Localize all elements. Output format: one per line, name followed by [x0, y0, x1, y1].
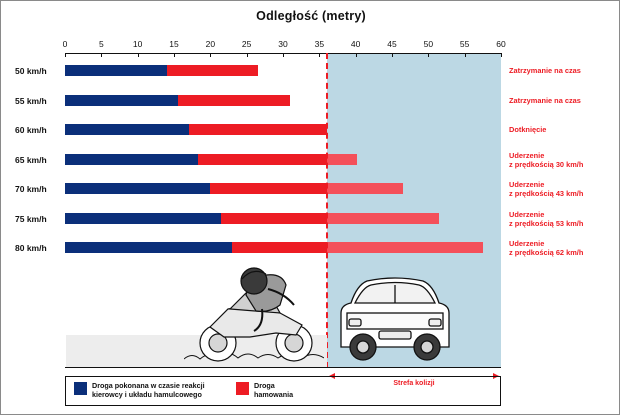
bar-reaction-distance: [65, 242, 232, 253]
annotation-line: Dotknięcie: [509, 125, 547, 134]
legend-label-reaction: [92, 382, 205, 399]
x-tick: [65, 53, 66, 57]
bar-reaction-distance: [65, 95, 178, 106]
x-tick-label: 40: [350, 39, 361, 49]
annotation-label: [509, 239, 583, 257]
legend-swatch-braking: [236, 382, 249, 395]
x-tick: [247, 53, 248, 57]
bar-braking-distance: [210, 183, 326, 194]
collision-threshold-line: [326, 53, 328, 368]
bar-braking-distance: [178, 95, 291, 106]
x-tick: [392, 53, 393, 57]
legend-label-reaction-line2: kierowcy i układu hamulcowego: [92, 389, 202, 399]
bar-impact-overrun: [327, 154, 358, 165]
bar-impact-overrun: [327, 242, 483, 253]
x-tick-label: 45: [387, 39, 397, 49]
annotation-line: z prędkością 53 km/h: [509, 218, 584, 228]
x-tick-label: 50: [423, 39, 434, 49]
annotation-label: [509, 125, 546, 134]
annotation-label: [509, 151, 583, 169]
annotation-line: Zatrzymanie na czas: [509, 95, 581, 105]
x-tick: [501, 53, 502, 57]
x-tick-label: 15: [169, 39, 179, 49]
x-tick: [319, 53, 320, 57]
x-tick: [210, 53, 211, 57]
annotation-line: Uderzenie: [509, 239, 545, 248]
annotation-line: z prędkością 62 km/h: [509, 248, 584, 257]
category-label: 80 km/h: [15, 243, 47, 253]
category-label: 65 km/h: [15, 154, 47, 165]
legend-label-braking-line1: Droga: [254, 381, 275, 390]
category-label: 70 km/h: [15, 184, 47, 194]
legend-swatch-reaction: [74, 382, 87, 395]
annotation-label: [509, 180, 583, 198]
category-label: 55 km/h: [15, 95, 47, 106]
bar-braking-distance: [232, 242, 326, 253]
bar-reaction-distance: [65, 124, 189, 135]
collision-zone-label: Strefa kolizji: [393, 380, 435, 387]
x-tick-label: 60: [496, 39, 506, 49]
x-tick: [428, 53, 429, 57]
legend: [65, 376, 501, 406]
legend-item-reaction: [74, 382, 205, 399]
annotation-line: Uderzenie: [509, 180, 545, 189]
annotation-label: [509, 66, 581, 75]
x-tick-label: 10: [132, 39, 143, 49]
bar-reaction-distance: [65, 183, 210, 194]
annotation-label: [509, 96, 581, 105]
annotation-line: z prędkością 30 km/h: [509, 159, 584, 169]
bar-braking-distance: [189, 124, 327, 135]
x-tick: [138, 53, 139, 57]
bar-reaction-distance: [65, 213, 221, 224]
annotation-line: z prędkością 43 km/h: [509, 189, 584, 198]
chart-title: Odległość (metry): [256, 9, 366, 23]
legend-label-braking: [254, 382, 293, 399]
x-tick: [465, 53, 466, 57]
bar-impact-overrun: [327, 213, 440, 224]
category-label: 50 km/h: [15, 66, 47, 76]
car-illustration: [333, 269, 457, 369]
x-tick: [101, 53, 102, 57]
x-tick-label: 30: [278, 39, 288, 49]
ground-line: [65, 367, 501, 368]
x-tick-label: 20: [205, 39, 216, 49]
bar-reaction-distance: [65, 154, 198, 165]
motorcycle-illustration: [184, 263, 324, 368]
annotation-line: Zatrzymanie na czas: [509, 66, 581, 75]
x-tick-label: 55: [459, 39, 470, 49]
x-tick: [356, 53, 357, 57]
bar-braking-distance: [221, 213, 326, 224]
x-tick: [174, 53, 175, 57]
x-tick-label: 0: [62, 39, 68, 49]
category-label: 60 km/h: [15, 125, 47, 135]
annotation-label: [509, 210, 583, 228]
x-tick: [283, 53, 284, 57]
annotation-line: Uderzenie: [509, 209, 545, 219]
legend-label-braking-line2: hamowania: [254, 389, 294, 399]
legend-item-braking: [236, 382, 293, 399]
annotation-line: Uderzenie: [509, 150, 545, 160]
bar-braking-distance: [198, 154, 327, 165]
legend-label-reaction-line1: Droga pokonana w czasie reakcji: [92, 381, 205, 390]
x-tick-label: 5: [98, 39, 104, 49]
bar-impact-overrun: [327, 183, 403, 194]
x-tick-label: 25: [241, 39, 252, 49]
bar-reaction-distance: [65, 65, 167, 76]
category-label: 75 km/h: [15, 213, 47, 224]
x-tick-label: 35: [314, 39, 325, 49]
bar-braking-distance: [167, 65, 258, 76]
